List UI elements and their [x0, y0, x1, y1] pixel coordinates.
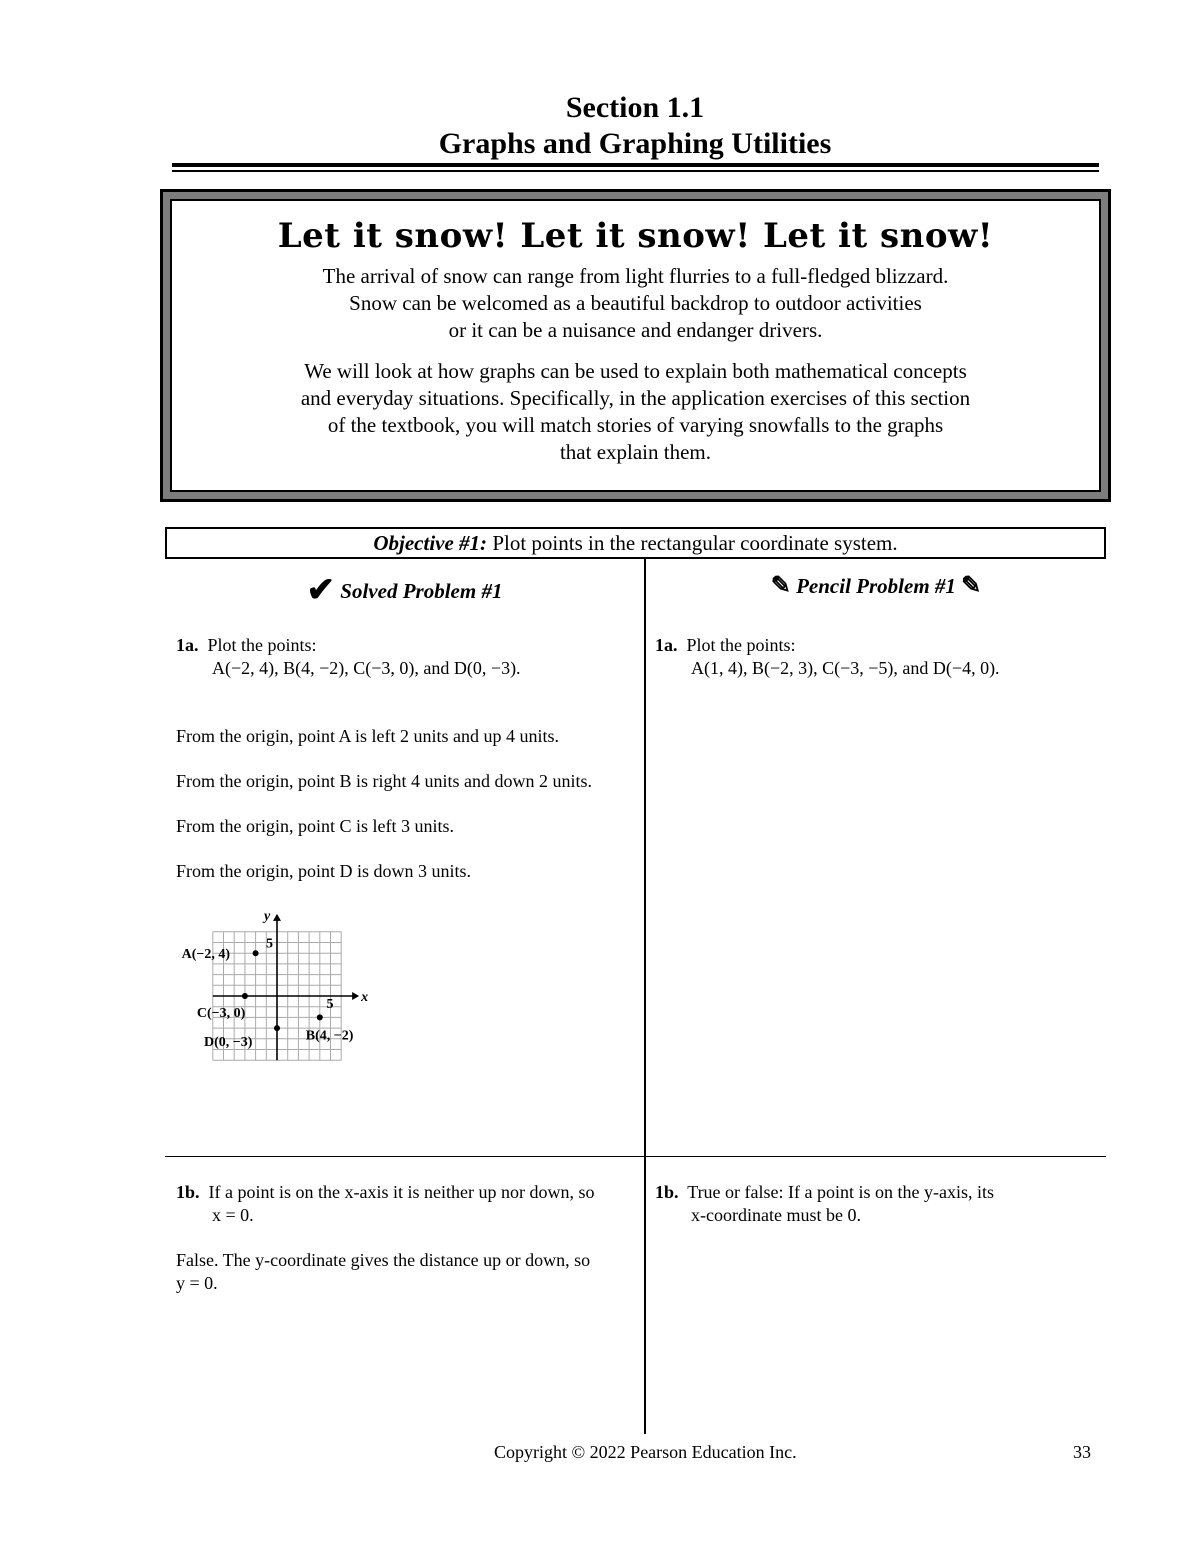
pencil-heading-text: Pencil Problem #1 [796, 574, 956, 598]
objective-text: Plot points in the rectangular coordinate system. [487, 531, 898, 555]
intro-paragraph-2 [172, 358, 1099, 466]
y-tick-label: 5 [266, 936, 273, 952]
problem-prompt: Plot the points: [686, 635, 796, 655]
solved-1b [176, 1181, 638, 1227]
pencil-icon: ✎ [961, 573, 982, 599]
copyright-footer: Copyright © 2022 Pearson Education Inc. [494, 1442, 797, 1462]
problem-label: 1a. [655, 635, 678, 655]
section-header [0, 90, 1200, 162]
row-divider [165, 1156, 1106, 1157]
objective-label: Objective #1: [373, 531, 488, 555]
intro-line: The arrival of snow can range from light flurries to a full-fledged blizzard. [322, 264, 949, 288]
pencil-problem-heading [646, 571, 1106, 600]
intro-line: or it can be a nuisance and endanger drivers. [448, 318, 823, 342]
problem-prompt-cont: x-coordinate must be 0. [691, 1205, 861, 1225]
answer-line: False. The y-coordinate gives the distance up or down, so [176, 1250, 591, 1270]
x-axis-arrow [352, 992, 359, 1000]
intro-line: and everyday situations. Specifically, in the application exercises of this section [300, 386, 971, 410]
coordinate-graph [170, 905, 380, 1070]
checkmark-icon: ✔ [306, 572, 336, 609]
pencil-1b [655, 1181, 1095, 1227]
solved-heading-text: Solved Problem #1 [340, 579, 503, 603]
data-point-label: B(4, −2) [305, 1028, 354, 1044]
x-axis-label: x [361, 990, 369, 1005]
solved-explanation [176, 725, 636, 883]
intro-paragraph-1 [172, 263, 1099, 344]
problem-label: 1b. [176, 1182, 200, 1202]
data-point-label: C(−3, 0) [196, 1006, 246, 1021]
data-point [242, 993, 248, 999]
intro-headline: Let it snow! Let it snow! Let it snow! [277, 216, 994, 256]
y-axis-label: y [264, 908, 271, 924]
header-rule-thin [172, 170, 1099, 172]
solved-problem-heading [165, 567, 644, 607]
problem-prompt-cont: x = 0. [212, 1205, 254, 1225]
answer-line: y = 0. [176, 1273, 218, 1293]
data-point [253, 950, 259, 956]
header-rule-thick [172, 163, 1099, 167]
problem-label: 1a. [176, 635, 199, 655]
section-number: Section 1.1 [565, 91, 705, 124]
intro-line: of the textbook, you will match stories of varying snowfalls to the graphs [327, 413, 944, 437]
pencil-icon: ✎ [770, 573, 791, 599]
data-point [317, 1014, 323, 1020]
problem-points: A(−2, 4), B(4, −2), C(−3, 0), and D(0, −3). [212, 658, 521, 678]
column-divider [644, 559, 646, 1434]
data-point [274, 1025, 280, 1031]
page-number: 33 [1073, 1442, 1091, 1462]
problem-label: 1b. [655, 1182, 679, 1202]
problem-prompt: True or false: If a point is on the y-axis, its [687, 1182, 994, 1202]
explanation-line: From the origin, point A is left 2 units and up 4 units. [176, 726, 560, 746]
y-axis-arrow [273, 914, 281, 921]
explanation-line: From the origin, point D is down 3 units. [176, 861, 472, 881]
solved-1a [176, 634, 636, 680]
solved-1b-answer [176, 1249, 638, 1295]
intro-line: Snow can be welcomed as a beautiful backdrop to outdoor activities [349, 291, 922, 315]
pencil-1a [655, 634, 1095, 680]
problem-points: A(1, 4), B(−2, 3), C(−3, −5), and D(−4, 0). [691, 658, 1000, 678]
x-tick-label: 5 [326, 997, 334, 1012]
intro-line: We will look at how graphs can be used to explain both mathematical concepts [304, 359, 967, 383]
explanation-line: From the origin, point C is left 3 units. [176, 816, 454, 836]
objective-bar [165, 527, 1106, 559]
intro-line: that explain them. [559, 440, 712, 464]
data-point-label: D(0, −3) [204, 1035, 253, 1051]
explanation-line: From the origin, point B is right 4 units and down 2 units. [176, 771, 593, 791]
section-title: Graphs and Graphing Utilities [438, 127, 832, 160]
intro-box [160, 189, 1111, 502]
data-point-label: A(−2, 4) [181, 947, 231, 963]
problem-prompt: Plot the points: [207, 635, 317, 655]
problem-prompt: If a point is on the x-axis it is neither up nor down, so [208, 1182, 595, 1202]
intro-box-inner [170, 199, 1101, 492]
